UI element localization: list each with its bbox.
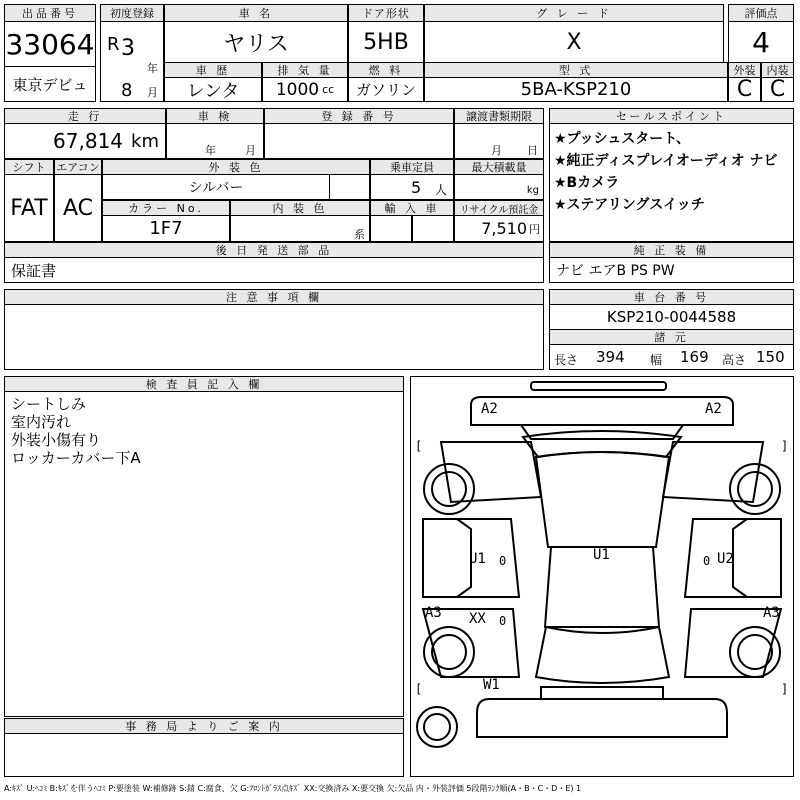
door-label: ドア形状	[348, 4, 424, 22]
regno-box	[264, 123, 454, 159]
colorno: 1F7	[102, 215, 230, 242]
legend: A:ｷｽﾞ U:ﾍｺﾐ B:ｷｽﾞを伴うﾍｺﾐ P:要塗装 W:補修跡 S:錆 C:腐食、欠 G:ﾌﾛﾝﾄｶﾞﾗｽ点ｷｽﾞ XX:交換済み X:要交換 欠:欠品 内・外装評価 5段階ﾗﾝｸ順(A・B・C・D・E) 1	[4, 784, 582, 793]
mark-xx: XX	[469, 611, 486, 627]
first-reg-box	[100, 21, 164, 102]
sales-point: ★ステアリングスイッチ	[554, 197, 705, 213]
car-name: ヤリス	[164, 21, 348, 63]
history-label: 車 歴	[164, 62, 262, 78]
lot-number: 33064	[4, 21, 96, 67]
mark-a2-right: A2	[705, 401, 722, 417]
mark-a3-right: A3	[763, 605, 780, 621]
intcolor-box	[230, 215, 370, 242]
svg-text:0: 0	[499, 554, 507, 568]
later-parts-label: 後 日 発 送 部 品	[4, 242, 544, 258]
mileage-unit: km	[131, 130, 159, 152]
load-label: 最大積載量	[454, 159, 544, 175]
mark-a3-left: A3	[425, 605, 442, 621]
office-label: 事 務 局 よ り ご 案 内	[4, 718, 404, 734]
exterior-grade: C	[728, 77, 761, 102]
length: 394	[596, 348, 625, 366]
interior-grade: C	[761, 77, 794, 102]
import-label: 輸 入 車	[370, 200, 454, 216]
model-label: 型 式	[424, 62, 728, 78]
width-label: 幅	[650, 353, 663, 367]
equipment-label: 純 正 装 備	[549, 242, 794, 258]
displacement-unit: cc	[322, 83, 335, 96]
mileage-box	[4, 123, 166, 159]
inspection-label: 車 検	[166, 108, 264, 124]
colorno-label: カラー No.	[102, 200, 230, 216]
interior-label: 内装	[761, 62, 794, 78]
sales-point: ★純正ディスプレイオーディオ ナビ	[554, 153, 778, 169]
grade: X	[424, 21, 724, 63]
venue: 東京デビュ	[4, 66, 96, 102]
transfer-month-unit: 月	[491, 144, 502, 157]
mark-u1-left: U1	[469, 551, 486, 567]
height-label: 高さ	[722, 353, 747, 367]
mileage-label: 走 行	[4, 108, 166, 124]
inspector-line: 外装小傷有り	[11, 431, 102, 449]
exterior-label: 外装	[728, 62, 761, 78]
transfer-day-unit: 日	[527, 144, 538, 157]
shift: FAT	[4, 174, 54, 242]
inspection-box	[166, 123, 264, 159]
equipment: ナビ エアB PS PW	[549, 257, 794, 283]
width: 169	[680, 348, 709, 366]
inspection-year-unit: 年	[205, 144, 216, 157]
shift-label: シフト	[4, 159, 54, 175]
mark-u2-right: U2	[717, 551, 734, 567]
era-prefix: R	[107, 34, 120, 55]
intcolor-label: 内 装 色	[230, 200, 370, 216]
office-box	[4, 733, 404, 777]
inspector-line: ロッカーカバー下A	[11, 449, 141, 467]
length-label: 長さ	[554, 353, 579, 367]
recycle-fee: 7,510	[481, 219, 527, 238]
first-reg-label: 初度登録	[100, 4, 164, 22]
intcolor-unit: 系	[354, 228, 365, 241]
capacity-box	[370, 174, 454, 200]
transfer-box	[454, 123, 544, 159]
displacement-box	[262, 77, 348, 102]
mileage: 67,814	[53, 129, 124, 153]
displacement: 1000	[275, 79, 320, 100]
inspector-line: シートしみ	[11, 395, 87, 413]
sales-label: セールスポイント	[549, 108, 794, 124]
inspector-line: 室内汚れ	[11, 413, 72, 431]
svg-text:]: ]	[781, 439, 789, 453]
chassis-label: 車 台 番 号	[549, 289, 794, 305]
capacity-unit: 人	[435, 183, 448, 197]
grade-label: グ レ ー ド	[424, 4, 724, 22]
car-diagram	[410, 376, 794, 777]
later-parts: 保証書	[4, 257, 544, 283]
door-type: 5HB	[348, 21, 424, 63]
inspection-month-unit: 月	[245, 144, 256, 157]
history: レンタ	[164, 77, 262, 102]
height: 150	[756, 348, 785, 366]
car-outline-drawing	[411, 377, 793, 776]
reg-year: 3	[121, 36, 135, 61]
chassis-number: KSP210-0044588	[549, 304, 794, 330]
svg-text:]: ]	[781, 682, 789, 696]
fuel: ガソリン	[348, 77, 424, 102]
recycle-box	[454, 215, 544, 242]
svg-text:[: [	[415, 439, 423, 453]
model: 5BA-KSP210	[424, 77, 728, 102]
load-unit: kg	[526, 185, 539, 196]
car-name-label: 車 名	[164, 4, 348, 22]
svg-text:[: [	[415, 682, 423, 696]
reg-month: 8	[121, 80, 133, 101]
color: シルバー	[102, 174, 330, 200]
month-unit: 月	[147, 86, 158, 99]
color-label: 外 装 色	[102, 159, 370, 175]
aircon-label: エアコン	[54, 159, 102, 175]
sales-box	[549, 123, 794, 242]
import-divider	[411, 215, 413, 242]
regno-label: 登 録 番 号	[264, 108, 454, 124]
svg-text:0: 0	[499, 614, 507, 628]
dims-box	[549, 344, 794, 370]
displacement-label: 排 気 量	[262, 62, 348, 78]
capacity-label: 乗車定員	[370, 159, 454, 175]
notes-label: 注 意 事 項 欄	[4, 289, 544, 305]
dims-label: 諸 元	[549, 329, 794, 345]
mark-a2-left: A2	[481, 401, 498, 417]
year-unit: 年	[147, 62, 158, 75]
notes-box	[4, 304, 544, 370]
color-extra-box	[329, 174, 370, 200]
load-box	[454, 174, 544, 200]
recycle-unit: 円	[529, 222, 540, 236]
capacity: 5	[411, 178, 422, 197]
recycle-label: リサイクル預託金	[454, 200, 544, 216]
inspector-box	[4, 391, 404, 717]
sales-point: ★プッシュスタート、	[554, 131, 691, 147]
inspector-label: 検 査 員 記 入 欄	[4, 376, 404, 392]
transfer-label: 譲渡書類期限	[454, 108, 544, 124]
fuel-label: 燃 料	[348, 62, 424, 78]
lot-label: 出品番号	[4, 4, 96, 22]
mark-w1: W1	[483, 677, 500, 693]
score: 4	[728, 21, 794, 63]
aircon: AC	[54, 174, 102, 242]
svg-text:0: 0	[703, 554, 711, 568]
sales-point: ★Bカメラ	[554, 175, 620, 191]
score-label: 評価点	[728, 4, 794, 22]
mark-u1-roof: U1	[593, 547, 610, 563]
